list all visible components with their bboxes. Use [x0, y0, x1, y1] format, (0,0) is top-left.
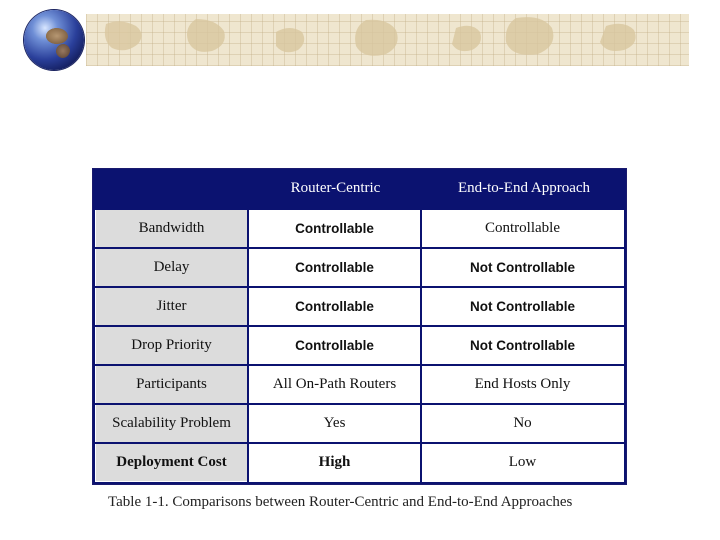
- grid-divider: [93, 364, 626, 366]
- table-row: [93, 286, 626, 323]
- header-end-to-end: End-to-End Approach: [457, 180, 591, 196]
- table-row: [93, 247, 626, 284]
- grid-divider: [93, 482, 626, 484]
- table-row: [93, 442, 626, 479]
- table-row: [93, 208, 626, 245]
- router-centric-cell: All On-Path Routers: [249, 366, 420, 403]
- grid-divider: [93, 403, 626, 405]
- globe-icon: [24, 10, 84, 70]
- row-label: Drop Priority: [96, 327, 247, 364]
- table-caption: Table 1-1. Comparisons between Router-Centric and End-to-End Approaches: [108, 494, 573, 510]
- row-label: Scalability Problem: [96, 405, 247, 442]
- router-centric-cell: High: [249, 444, 420, 481]
- table-row: [93, 403, 626, 440]
- table-row: [93, 364, 626, 401]
- router-centric-cell: Controllable: [249, 210, 420, 247]
- end-to-end-cell: Not Controllable: [422, 249, 623, 286]
- grid-divider: [93, 247, 626, 249]
- router-centric-cell: Controllable: [249, 327, 420, 364]
- row-label: Delay: [96, 249, 247, 286]
- grid-divider: [93, 286, 626, 288]
- grid-divider: [93, 442, 626, 444]
- grid-divider: [93, 208, 626, 210]
- world-map-banner: [86, 14, 689, 66]
- router-centric-cell: Yes: [249, 405, 420, 442]
- end-to-end-cell: Not Controllable: [422, 288, 623, 325]
- end-to-end-cell: Not Controllable: [422, 327, 623, 364]
- row-label: Bandwidth: [96, 210, 247, 247]
- row-label: Participants: [96, 366, 247, 403]
- header-router-centric: Router-Centric: [290, 180, 381, 196]
- table-header-row: [93, 169, 626, 208]
- router-centric-cell: Controllable: [249, 249, 420, 286]
- end-to-end-cell: End Hosts Only: [422, 366, 623, 403]
- router-centric-cell: Controllable: [249, 288, 420, 325]
- row-label: Deployment Cost: [96, 444, 247, 481]
- end-to-end-cell: No: [422, 405, 623, 442]
- grid-divider: [93, 325, 626, 327]
- table-row: [93, 325, 626, 362]
- header-blank-cell: [93, 169, 249, 208]
- comparison-table: [93, 169, 626, 484]
- end-to-end-cell: Low: [422, 444, 623, 481]
- end-to-end-cell: Controllable: [422, 210, 623, 247]
- row-label: Jitter: [96, 288, 247, 325]
